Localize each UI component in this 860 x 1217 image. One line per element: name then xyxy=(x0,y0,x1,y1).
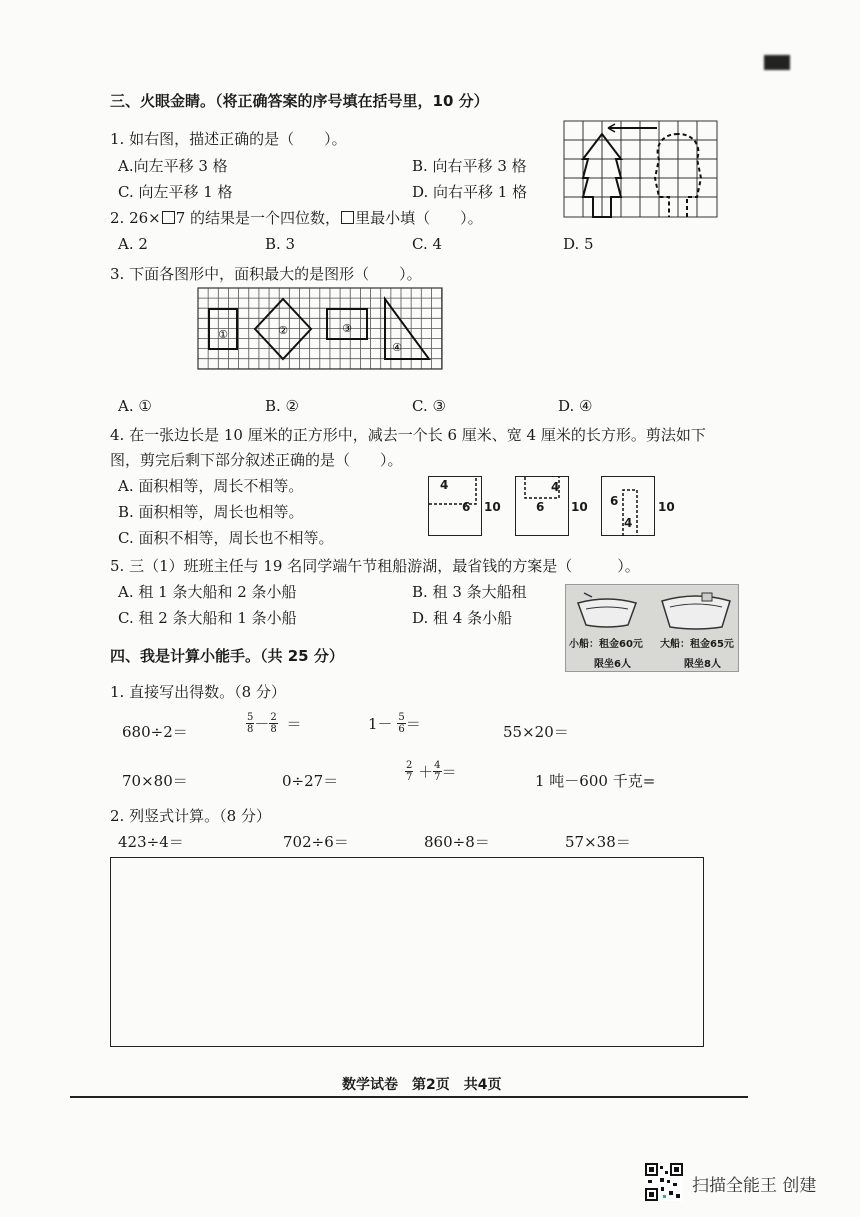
q4-fig3-label-4: 4 xyxy=(624,516,633,530)
q2-stem: 2. 26× 7 的结果是一个四位数， 里最小填（ ）。 xyxy=(110,209,483,227)
q3-option-c[interactable]: C. ③ xyxy=(412,397,446,415)
fraction: $\frac{2}{8}$ xyxy=(270,712,277,735)
q4-cut-1 xyxy=(428,476,482,536)
big-boat-limit: 限坐8人 xyxy=(684,659,721,670)
calc-v2: 702÷6＝ xyxy=(283,833,349,851)
section3-title: 三、火眼金睛。（将正确答案的序号填在括号里，10 分） xyxy=(110,92,489,110)
q5-option-d[interactable]: D. 租 4 条小船 xyxy=(412,609,513,627)
q2-option-c[interactable]: C. 4 xyxy=(412,235,443,253)
q3-option-d[interactable]: D. ④ xyxy=(558,397,593,415)
big-boat-price: 大船：租金65元 xyxy=(660,639,734,650)
q1-stem: 1. 如右图，描述正确的是（ ）。 xyxy=(110,130,347,148)
q1-option-d[interactable]: D. 向右平移 1 格 xyxy=(412,183,528,201)
shape-label-4: ④ xyxy=(392,341,402,354)
calc-e4: 55×20＝ xyxy=(503,723,569,741)
watermark-text: 扫描全能王 创建 xyxy=(692,1176,817,1196)
shape-label-1: ① xyxy=(218,328,228,341)
calc-e7: $\frac{2}{7}$ ＋ $\frac{4}{7}$ ＝ xyxy=(406,760,457,783)
q4-fig2-label-4: 4 xyxy=(551,480,560,494)
q3-option-a[interactable]: A. ① xyxy=(118,397,152,415)
corner-mark xyxy=(764,55,790,70)
q4-fig2-label-10: 10 xyxy=(571,500,588,514)
answer-box[interactable] xyxy=(110,857,704,1047)
q2-option-a[interactable]: A. 2 xyxy=(118,235,148,253)
fraction: $\frac{2}{7}$ xyxy=(406,760,413,783)
q2-option-b[interactable]: B. 3 xyxy=(265,235,296,253)
q5-option-b[interactable]: B. 租 3 条大船租 xyxy=(412,583,527,601)
q4-fig1-label-4: 4 xyxy=(440,478,449,492)
fraction: $\frac{5}{6}$ xyxy=(398,712,405,735)
q1-option-c[interactable]: C. 向左平移 1 格 xyxy=(118,183,233,201)
q4-fig3-label-10: 10 xyxy=(658,500,675,514)
q4-option-a[interactable]: A. 面积相等，周长不相等。 xyxy=(118,477,304,495)
calc-e6: 0÷27＝ xyxy=(282,772,339,790)
calc-e5: 70×80＝ xyxy=(122,772,188,790)
q5-option-a[interactable]: A. 租 1 条大船和 2 条小船 xyxy=(118,583,297,601)
small-boat-price: 小船：租金60元 xyxy=(569,639,643,650)
q3-stem: 3. 下面各图形中，面积最大的是图形（ ）。 xyxy=(110,265,422,283)
q2-option-d[interactable]: D. 5 xyxy=(563,235,594,253)
calc-e1: 680÷2＝ xyxy=(122,723,188,741)
q4-stem-line1: 4. 在一张边长是 10 厘米的正方形中，减去一个长 6 厘米、宽 4 厘米的长方形。剪法如下 xyxy=(110,426,706,444)
q4-fig1-label-10: 10 xyxy=(484,500,501,514)
q5-option-c[interactable]: C. 租 2 条大船和 1 条小船 xyxy=(118,609,297,627)
q4-option-b[interactable]: B. 面积相等，周长也相等。 xyxy=(118,503,304,521)
q4-stem-line2: 图，剪完后剩下部分叙述正确的是（ ）。 xyxy=(110,451,403,469)
qr-code-icon xyxy=(645,1163,683,1201)
calc-e8: 1 吨－600 千克= xyxy=(535,772,656,790)
q1-translation-figure xyxy=(563,120,719,220)
calc-vertical-title: 2. 列竖式计算。（8 分） xyxy=(110,807,271,825)
q4-fig2-label-6: 6 xyxy=(536,500,545,514)
q5-boats-image xyxy=(565,584,739,672)
calc-e2: $\frac{5}{8}$ － $\frac{2}{8}$ ＝ xyxy=(247,712,302,735)
q5-stem: 5. 三（1）班班主任与 19 名同学端午节租船游湖，最省钱的方案是（ ）。 xyxy=(110,557,640,575)
big-boat-icon xyxy=(658,587,734,633)
q1-option-a[interactable]: A.向左平移 3 格 xyxy=(118,157,228,175)
q1-option-b[interactable]: B. 向右平移 3 格 xyxy=(412,157,527,175)
calc-direct-title: 1. 直接写出得数。（8 分） xyxy=(110,683,286,701)
q4-fig3-label-6: 6 xyxy=(610,494,619,508)
section4-title: 四、我是计算小能手。（共 25 分） xyxy=(110,647,344,665)
blank-square-icon xyxy=(341,211,354,224)
page-footer: 数学试卷 第2页 共4页 xyxy=(342,1077,502,1093)
q4-option-c[interactable]: C. 面积不相等，周长也不相等。 xyxy=(118,529,334,547)
calc-v1: 423÷4＝ xyxy=(118,833,184,851)
small-boat-icon xyxy=(572,591,642,631)
shape-label-3: ③ xyxy=(342,322,352,335)
footer-rule xyxy=(70,1096,748,1098)
calc-v3: 860÷8＝ xyxy=(424,833,490,851)
q3-shapes-grid xyxy=(197,287,444,372)
shape-label-2: ② xyxy=(278,324,288,337)
q4-fig1-label-6: 6 xyxy=(462,500,471,514)
blank-square-icon xyxy=(162,211,175,224)
calc-v4: 57×38＝ xyxy=(565,833,631,851)
fraction: $\frac{4}{7}$ xyxy=(434,760,441,783)
q3-option-b[interactable]: B. ② xyxy=(265,397,300,415)
fraction: $\frac{5}{8}$ xyxy=(247,712,254,735)
small-boat-limit: 限坐6人 xyxy=(594,659,631,670)
calc-e3: 1－ $\frac{5}{6}$ ＝ xyxy=(368,712,421,735)
